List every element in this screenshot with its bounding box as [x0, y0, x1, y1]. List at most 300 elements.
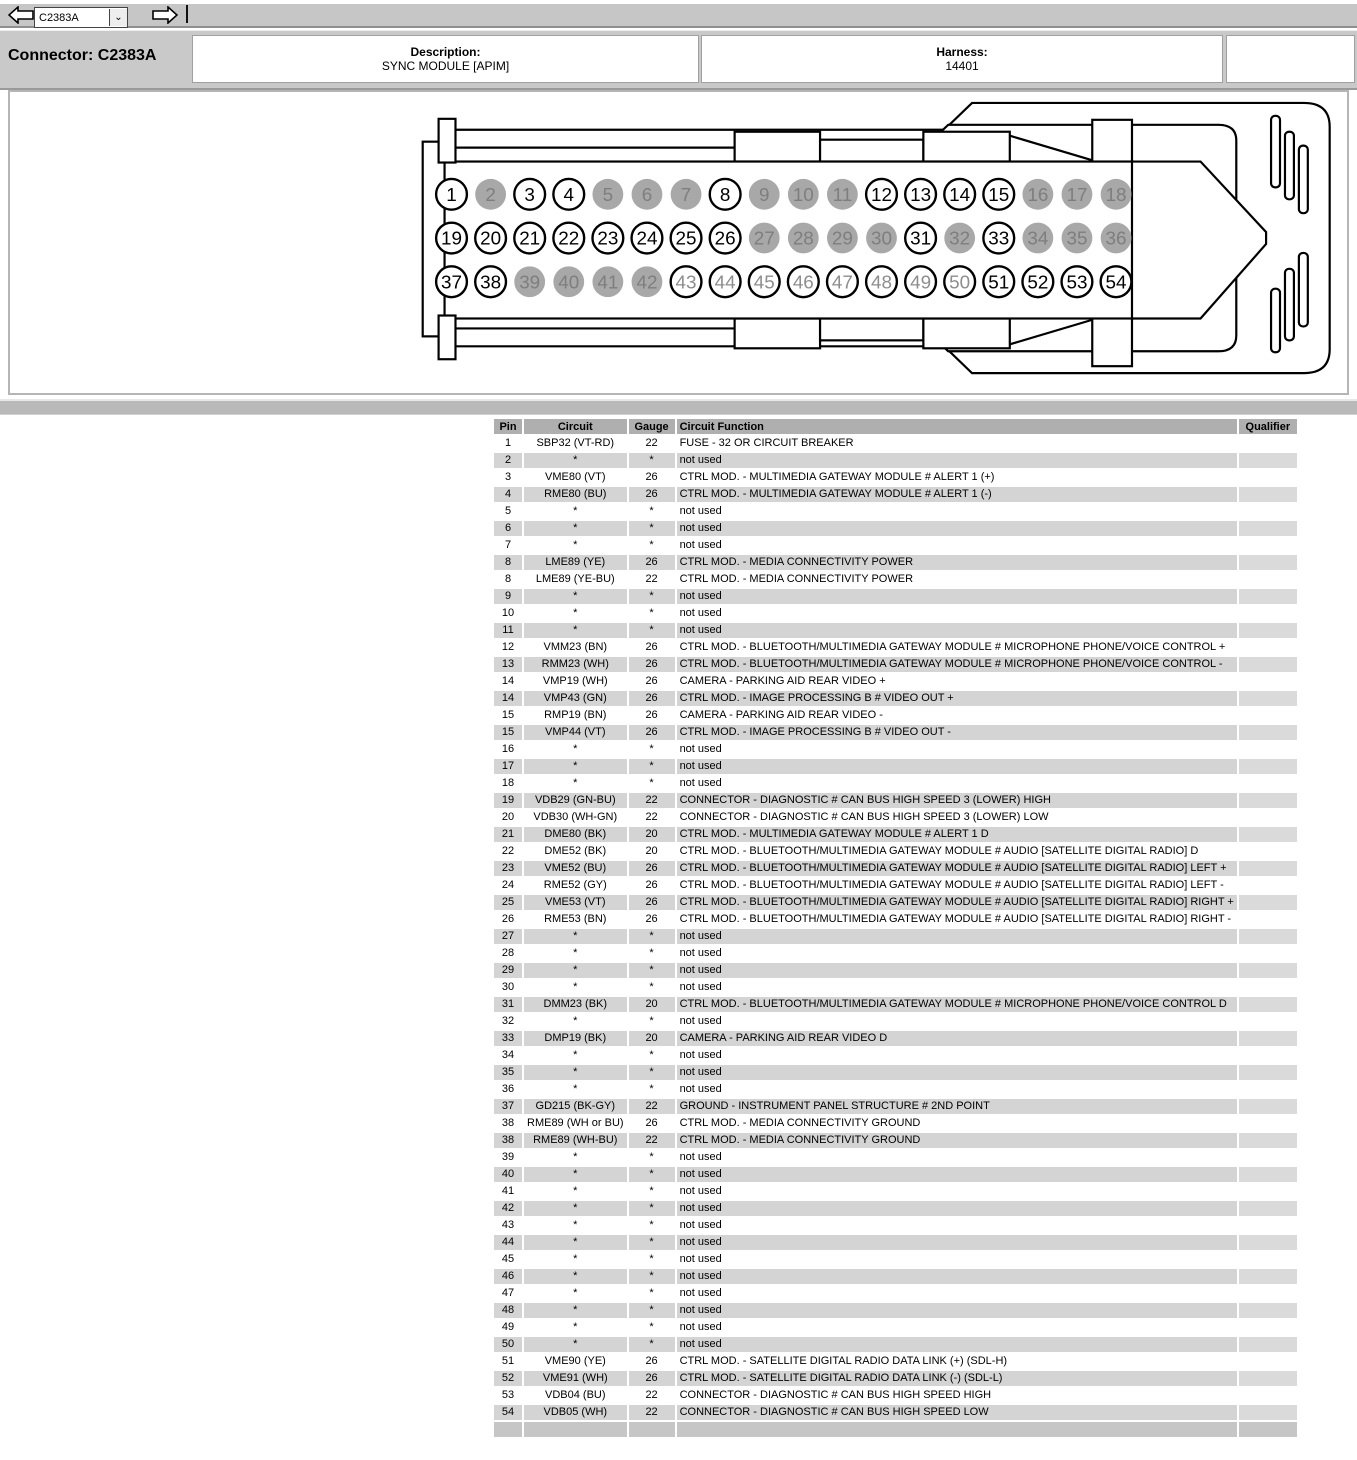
table-cell: DMM23 (BK): [524, 997, 627, 1012]
table-cell: not used: [677, 1201, 1237, 1216]
table-row: [494, 504, 1297, 519]
table-cell: CTRL MOD. - BLUETOOTH/MULTIMEDIA GATEWAY MODULE # AUDIO [SATELLITE DIGITAL RADIO] RIGHT -: [677, 912, 1237, 927]
pin-number-39: 39: [519, 271, 541, 293]
table-cell: VME80 (VT): [524, 470, 627, 485]
table-cell: VDB30 (WH-GN): [524, 810, 627, 825]
table-cell: 20: [629, 997, 675, 1012]
table-cell: 22: [494, 844, 522, 859]
table-cell: [1239, 861, 1297, 876]
description-value: SYNC MODULE [APIM]: [381, 59, 510, 73]
table-cell: 36: [494, 1082, 522, 1097]
table-cell: 11: [494, 623, 522, 638]
bottom-notch: [923, 318, 1009, 348]
pinout-table: [492, 417, 1299, 1439]
table-cell: VME91 (WH): [524, 1371, 627, 1386]
table-cell: *: [524, 623, 627, 638]
table-cell: DME52 (BK): [524, 844, 627, 859]
table-cell: [1239, 1235, 1297, 1250]
table-cell: 34: [494, 1048, 522, 1063]
table-cell: not used: [677, 1320, 1237, 1335]
table-cell: CTRL MOD. - MEDIA CONNECTIVITY GROUND: [677, 1133, 1237, 1148]
table-cell: not used: [677, 453, 1237, 468]
table-cell: RME89 (WH or BU): [524, 1116, 627, 1131]
pin-number-11: 11: [832, 183, 853, 205]
table-cell: [1239, 1099, 1297, 1114]
table-cell: not used: [677, 1286, 1237, 1301]
table-row: [494, 1269, 1297, 1284]
table-cell: [1239, 725, 1297, 740]
table-cell: not used: [677, 1150, 1237, 1165]
table-cell: 37: [494, 1099, 522, 1114]
table-cell: *: [629, 742, 675, 757]
table-cell: [1239, 1252, 1297, 1267]
harness-cell: [701, 35, 1223, 83]
table-cell: 22: [629, 1405, 675, 1420]
table-cell: 26: [494, 912, 522, 927]
table-cell: [1239, 691, 1297, 706]
table-cell: *: [629, 1286, 675, 1301]
pin-number-43: 43: [675, 271, 697, 293]
right-slot: [1271, 289, 1280, 353]
left-arrow-icon: [8, 6, 34, 24]
table-cell: VDB05 (WH): [524, 1405, 627, 1420]
table-cell: *: [629, 1201, 675, 1216]
table-cell: 25: [494, 895, 522, 910]
table-row: [494, 1099, 1297, 1114]
table-cell: 1: [494, 436, 522, 451]
table-cell: *: [629, 776, 675, 791]
table-cell: *: [524, 946, 627, 961]
table-cell: 43: [494, 1218, 522, 1233]
table-cell: [1239, 827, 1297, 842]
table-cell: GROUND - INSTRUMENT PANEL STRUCTURE # 2ND POINT: [677, 1099, 1237, 1114]
table-cell: 27: [494, 929, 522, 944]
table-cell: 20: [629, 827, 675, 842]
table-cell: [1239, 487, 1297, 502]
table-cell: 40: [494, 1167, 522, 1182]
table-cell: not used: [677, 1082, 1237, 1097]
table-cell: CTRL MOD. - MEDIA CONNECTIVITY POWER: [677, 555, 1237, 570]
table-cell: *: [524, 1201, 627, 1216]
table-cell: VME53 (VT): [524, 895, 627, 910]
table-cell: 54: [494, 1405, 522, 1420]
table-cell: *: [629, 1337, 675, 1352]
table-cell: *: [629, 1150, 675, 1165]
table-cell: *: [629, 606, 675, 621]
table-cell: *: [524, 1184, 627, 1199]
table-cell: *: [524, 606, 627, 621]
table-cell: not used: [677, 1252, 1237, 1267]
table-cell: 3: [494, 470, 522, 485]
table-cell: not used: [677, 1337, 1237, 1352]
pin-number-50: 50: [949, 271, 971, 293]
table-cell: VMP44 (VT): [524, 725, 627, 740]
table-cell: not used: [677, 1303, 1237, 1318]
table-cell: 21: [494, 827, 522, 842]
table-row: [494, 861, 1297, 876]
table-cell: VDB29 (GN-BU): [524, 793, 627, 808]
pin-number-16: 16: [1027, 183, 1049, 205]
table-cell: CTRL MOD. - MULTIMEDIA GATEWAY MODULE # ALERT 1 (+): [677, 470, 1237, 485]
table-cell: not used: [677, 521, 1237, 536]
pin-number-5: 5: [602, 183, 614, 205]
table-cell: 22: [629, 810, 675, 825]
pin-number-2: 2: [485, 183, 496, 205]
table-row: [494, 1218, 1297, 1233]
toolbar: [0, 0, 1357, 30]
table-row: [494, 1286, 1297, 1301]
table-cell: 52: [494, 1371, 522, 1386]
table-cell: 32: [494, 1014, 522, 1029]
toolbar-bar: [0, 4, 1357, 28]
table-cell: *: [629, 538, 675, 553]
table-cell: 26: [629, 878, 675, 893]
table-cell: [1239, 742, 1297, 757]
pin-number-13: 13: [910, 183, 932, 205]
column-header-gauge: Gauge: [629, 419, 675, 434]
bottom-notch: [820, 318, 923, 340]
table-cell: *: [629, 1235, 675, 1250]
table-cell: GD215 (BK-GY): [524, 1099, 627, 1114]
table-cell: not used: [677, 980, 1237, 995]
table-cell: [1239, 1133, 1297, 1148]
table-cell: 22: [629, 1133, 675, 1148]
pin-number-26: 26: [714, 227, 736, 249]
table-cell: *: [629, 521, 675, 536]
table-cell: 26: [629, 1116, 675, 1131]
table-cell: [1239, 572, 1297, 587]
table-row: [494, 1371, 1297, 1386]
pin-number-20: 20: [480, 227, 502, 249]
table-cell: [1239, 504, 1297, 519]
pin-number-44: 44: [714, 271, 736, 293]
table-row: [494, 997, 1297, 1012]
table-cell: [1239, 1388, 1297, 1403]
right-slot: [1299, 146, 1308, 214]
pin-number-14: 14: [949, 183, 971, 205]
table-footer-cell: [629, 1422, 675, 1437]
pin-number-28: 28: [792, 227, 814, 249]
table-cell: not used: [677, 759, 1237, 774]
table-cell: not used: [677, 1184, 1237, 1199]
table-cell: 7: [494, 538, 522, 553]
pin-number-49: 49: [910, 271, 932, 293]
table-header-row: [494, 419, 1297, 434]
table-cell: [1239, 538, 1297, 553]
table-cell: 30: [494, 980, 522, 995]
table-cell: 20: [629, 844, 675, 859]
table-cell: CTRL MOD. - IMAGE PROCESSING B # VIDEO OUT +: [677, 691, 1237, 706]
table-cell: 49: [494, 1320, 522, 1335]
table-row: [494, 1388, 1297, 1403]
pin-number-24: 24: [636, 227, 658, 249]
table-row: [494, 436, 1297, 451]
table-row: [494, 1252, 1297, 1267]
table-cell: *: [629, 1218, 675, 1233]
chevron-down-icon[interactable]: ⌄: [109, 9, 127, 26]
table-cell: *: [524, 742, 627, 757]
table-cell: *: [629, 1303, 675, 1318]
table-cell: *: [629, 1269, 675, 1284]
table-cell: [1239, 912, 1297, 927]
table-cell: *: [524, 1167, 627, 1182]
table-cell: 26: [629, 861, 675, 876]
left-bracket-tab: [439, 119, 456, 163]
table-cell: *: [629, 929, 675, 944]
table-cell: 53: [494, 1388, 522, 1403]
pin-number-37: 37: [441, 271, 463, 293]
table-cell: 8: [494, 572, 522, 587]
table-cell: [1239, 436, 1297, 451]
pin-number-4: 4: [563, 183, 575, 205]
table-row: [494, 1337, 1297, 1352]
pin-number-34: 34: [1027, 227, 1049, 249]
table-cell: 8: [494, 555, 522, 570]
table-cell: 44: [494, 1235, 522, 1250]
table-cell: [1239, 1031, 1297, 1046]
table-cell: LME89 (YE-BU): [524, 572, 627, 587]
table-cell: 16: [494, 742, 522, 757]
table-cell: 51: [494, 1354, 522, 1369]
table-cell: [1239, 1082, 1297, 1097]
table-cell: CTRL MOD. - BLUETOOTH/MULTIMEDIA GATEWAY MODULE # AUDIO [SATELLITE DIGITAL RADIO] LEFT -: [677, 878, 1237, 893]
table-cell: *: [629, 1320, 675, 1335]
table-row: [494, 963, 1297, 978]
pin-number-19: 19: [441, 227, 463, 249]
table-row: [494, 1031, 1297, 1046]
table-cell: 26: [629, 470, 675, 485]
pin-number-33: 33: [988, 227, 1010, 249]
table-cell: *: [524, 1286, 627, 1301]
table-row: [494, 776, 1297, 791]
table-cell: [1239, 453, 1297, 468]
table-cell: 14: [494, 674, 522, 689]
table-cell: 26: [629, 674, 675, 689]
table-cell: *: [629, 623, 675, 638]
table-cell: 33: [494, 1031, 522, 1046]
table-cell: DMP19 (BK): [524, 1031, 627, 1046]
table-row: [494, 929, 1297, 944]
right-slot: [1285, 269, 1294, 341]
table-cell: *: [524, 1048, 627, 1063]
pin-number-45: 45: [753, 271, 775, 293]
table-row: [494, 827, 1297, 842]
table-cell: not used: [677, 742, 1237, 757]
table-cell: [1239, 1320, 1297, 1335]
table-cell: [1239, 623, 1297, 638]
column-header-circuit: Circuit: [524, 419, 627, 434]
table-cell: CTRL MOD. - BLUETOOTH/MULTIMEDIA GATEWAY MODULE # AUDIO [SATELLITE DIGITAL RADIO] D: [677, 844, 1237, 859]
table-cell: [1239, 1184, 1297, 1199]
table-footer-cell: [677, 1422, 1237, 1437]
table-cell: [1239, 895, 1297, 910]
pin-number-8: 8: [719, 183, 731, 205]
table-cell: *: [524, 929, 627, 944]
pin-number-7: 7: [680, 183, 692, 205]
table-cell: 48: [494, 1303, 522, 1318]
table-cell: 41: [494, 1184, 522, 1199]
pin-number-21: 21: [519, 227, 541, 249]
pin-number-29: 29: [831, 227, 853, 249]
table-cell: 24: [494, 878, 522, 893]
table-cell: 26: [629, 725, 675, 740]
pin-number-54: 54: [1105, 271, 1127, 293]
table-cell: *: [629, 1014, 675, 1029]
table-cell: *: [524, 1235, 627, 1250]
table-cell: RME52 (GY): [524, 878, 627, 893]
table-cell: *: [524, 1269, 627, 1284]
table-row: [494, 912, 1297, 927]
pin-number-42: 42: [636, 271, 658, 293]
table-row: [494, 1320, 1297, 1335]
table-cell: 28: [494, 946, 522, 961]
table-cell: 22: [629, 436, 675, 451]
table-cell: 38: [494, 1133, 522, 1148]
table-cell: 45: [494, 1252, 522, 1267]
table-cell: 4: [494, 487, 522, 502]
pin-number-1: 1: [446, 183, 457, 205]
pin-number-27: 27: [753, 227, 775, 249]
table-cell: RME53 (BN): [524, 912, 627, 927]
table-cell: not used: [677, 929, 1237, 944]
table-cell: [1239, 1218, 1297, 1233]
back-arrow-button[interactable]: [8, 6, 34, 24]
table-cell: [1239, 1065, 1297, 1080]
table-cell: DME80 (BK): [524, 827, 627, 842]
table-cell: [1239, 708, 1297, 723]
table-cell: 22: [629, 1099, 675, 1114]
table-cell: not used: [677, 538, 1237, 553]
table-cell: CONNECTOR - DIAGNOSTIC # CAN BUS HIGH SPEED HIGH: [677, 1388, 1237, 1403]
pin-number-41: 41: [597, 271, 619, 293]
table-row: [494, 521, 1297, 536]
table-cell: CAMERA - PARKING AID REAR VIDEO D: [677, 1031, 1237, 1046]
column-header-pin: Pin: [494, 419, 522, 434]
right-slot: [1299, 253, 1308, 327]
pin-number-40: 40: [558, 271, 580, 293]
table-cell: *: [524, 980, 627, 995]
table-row: [494, 1184, 1297, 1199]
table-row: [494, 1048, 1297, 1063]
toolbar-separator: [186, 5, 188, 23]
pin-number-48: 48: [871, 271, 892, 293]
table-row: [494, 538, 1297, 553]
table-cell: *: [524, 759, 627, 774]
table-cell: *: [524, 1252, 627, 1267]
table-footer-cell: [494, 1422, 522, 1437]
table-cell: not used: [677, 1065, 1237, 1080]
table-cell: *: [524, 1320, 627, 1335]
table-cell: not used: [677, 963, 1237, 978]
table-cell: not used: [677, 589, 1237, 604]
table-cell: *: [524, 1303, 627, 1318]
column-header-qualifier: Qualifier: [1239, 419, 1297, 434]
table-row: [494, 895, 1297, 910]
table-cell: [1239, 640, 1297, 655]
table-cell: CONNECTOR - DIAGNOSTIC # CAN BUS HIGH SPEED 3 (LOWER) HIGH: [677, 793, 1237, 808]
connector-select[interactable]: [34, 7, 128, 28]
table-row: [494, 1303, 1297, 1318]
pin-number-52: 52: [1027, 271, 1049, 293]
table-cell: 6: [494, 521, 522, 536]
table-cell: 22: [629, 1388, 675, 1403]
table-cell: VMP19 (WH): [524, 674, 627, 689]
table-cell: *: [629, 453, 675, 468]
connector-title: Connector: C2383A: [8, 47, 157, 64]
table-row: [494, 946, 1297, 961]
description-label: Description:: [410, 45, 481, 59]
table-cell: 12: [494, 640, 522, 655]
table-cell: *: [524, 1150, 627, 1165]
pin-number-23: 23: [597, 227, 619, 249]
table-cell: [1239, 589, 1297, 604]
table-cell: 26: [629, 691, 675, 706]
table-cell: not used: [677, 1235, 1237, 1250]
empty-header-cell: [1226, 35, 1355, 83]
table-cell: 26: [629, 1371, 675, 1386]
table-cell: 26: [629, 657, 675, 672]
table-cell: *: [524, 1014, 627, 1029]
table-cell: [1239, 657, 1297, 672]
table-row: [494, 470, 1297, 485]
top-notch: [820, 140, 923, 162]
table-cell: 31: [494, 997, 522, 1012]
top-notch: [735, 132, 820, 162]
table-cell: 10: [494, 606, 522, 621]
table-cell: [1239, 810, 1297, 825]
table-cell: 50: [494, 1337, 522, 1352]
pin-number-18: 18: [1105, 183, 1127, 205]
table-cell: CTRL MOD. - MULTIMEDIA GATEWAY MODULE # ALERT 1 D: [677, 827, 1237, 842]
table-cell: [1239, 929, 1297, 944]
table-cell: 20: [494, 810, 522, 825]
table-cell: [1239, 963, 1297, 978]
table-row: [494, 1405, 1297, 1420]
table-cell: 26: [629, 555, 675, 570]
table-cell: RME80 (BU): [524, 487, 627, 502]
table-cell: [1239, 946, 1297, 961]
bottom-notch: [735, 318, 820, 348]
table-cell: *: [629, 1065, 675, 1080]
table-cell: 26: [629, 895, 675, 910]
table-cell: CTRL MOD. - BLUETOOTH/MULTIMEDIA GATEWAY MODULE # AUDIO [SATELLITE DIGITAL RADIO] LEFT +: [677, 861, 1237, 876]
table-cell: 2: [494, 453, 522, 468]
table-cell: *: [524, 504, 627, 519]
table-footer-cell: [524, 1422, 627, 1437]
table-cell: VME52 (BU): [524, 861, 627, 876]
table-cell: [1239, 1371, 1297, 1386]
table-cell: FUSE - 32 OR CIRCUIT BREAKER: [677, 436, 1237, 451]
table-cell: 5: [494, 504, 522, 519]
table-cell: [1239, 844, 1297, 859]
table-cell: not used: [677, 606, 1237, 621]
connector-header: [0, 30, 1357, 90]
table-cell: 38: [494, 1116, 522, 1131]
table-cell: 26: [629, 1354, 675, 1369]
table-cell: *: [524, 1065, 627, 1080]
table-cell: *: [524, 1082, 627, 1097]
right-slot: [1271, 116, 1280, 188]
table-cell: 26: [629, 912, 675, 927]
connector-face-diagram: [10, 92, 1347, 393]
table-cell: CONNECTOR - DIAGNOSTIC # CAN BUS HIGH SPEED LOW: [677, 1405, 1237, 1420]
forward-arrow-button[interactable]: [152, 6, 178, 24]
table-cell: RMM23 (WH): [524, 657, 627, 672]
table-cell: [1239, 555, 1297, 570]
table-cell: [1239, 521, 1297, 536]
table-cell: CTRL MOD. - MEDIA CONNECTIVITY POWER: [677, 572, 1237, 587]
pin-number-15: 15: [988, 183, 1010, 205]
